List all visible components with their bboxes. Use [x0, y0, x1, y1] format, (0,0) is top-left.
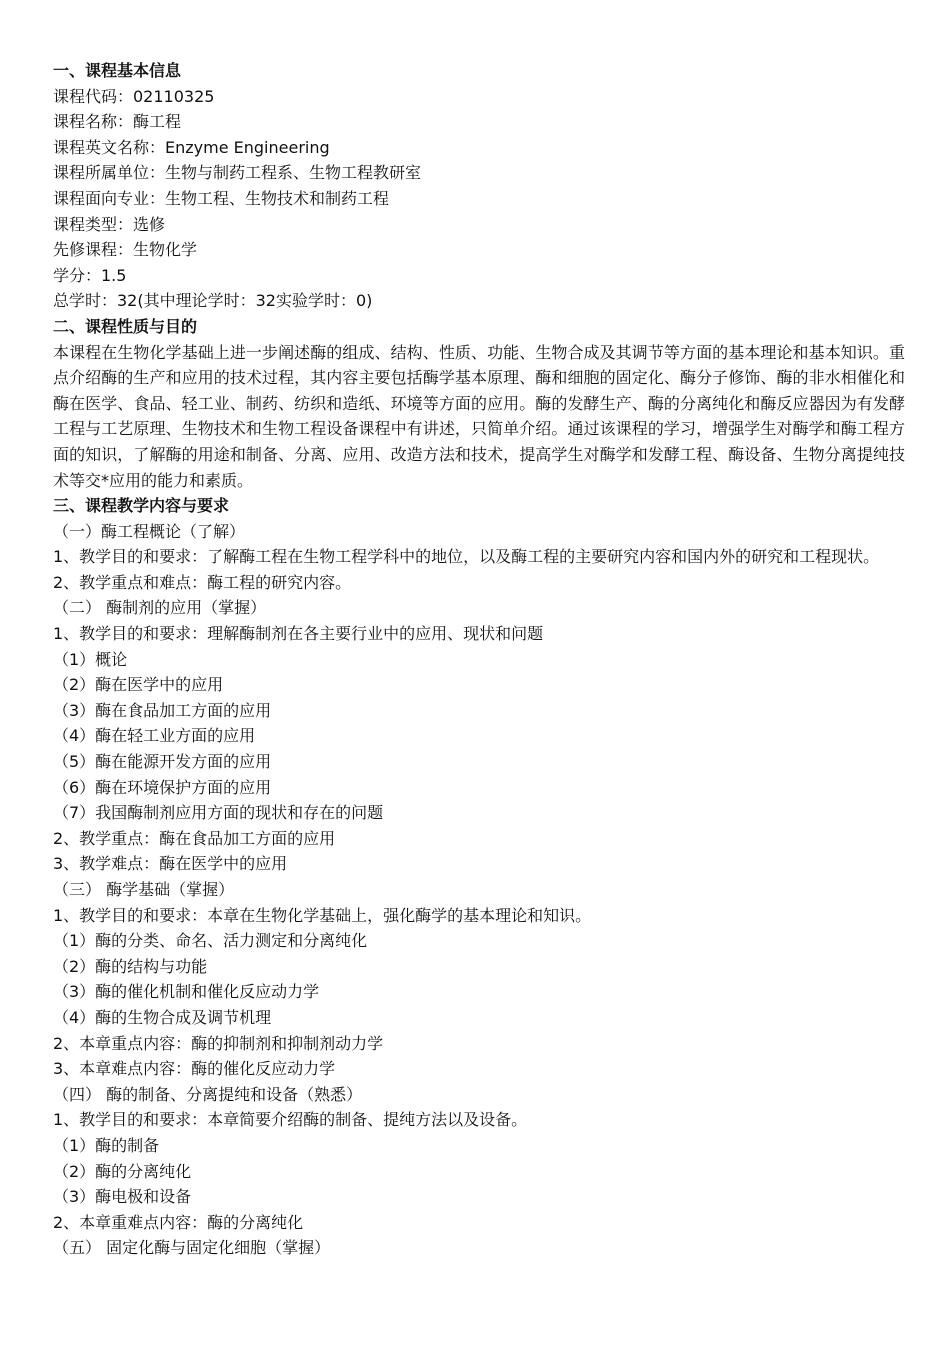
chapter-goal: 1、教学目的和要求：理解酶制剂在各主要行业中的应用、现状和问题: [53, 624, 544, 644]
course-credits: 学分：1.5: [53, 265, 127, 285]
list-item: （2）酶在医学中的应用: [53, 675, 224, 695]
list-item: （4）酶在轻工业方面的应用: [53, 726, 256, 746]
list-item: （4）酶的生物合成及调节机理: [53, 1007, 272, 1027]
list-item: （7）我国酶制剂应用方面的现状和存在的问题: [53, 803, 384, 823]
list-item: （1）酶的分类、命名、活力测定和分离纯化: [53, 931, 368, 951]
chapter-title: （四） 酶的制备、分离提纯和设备（熟悉）: [53, 1084, 363, 1104]
chapter-title: （五） 固定化酶与固定化细胞（掌握）: [53, 1238, 331, 1258]
nature-purpose-paragraph: 本课程在生物化学基础上进一步阐述酶的组成、结构、性质、功能、生物合成及其调节等方面的基本理论和基本知识。重点介绍酶的生产和应用的技术过程，其内容主要包括酶学基本原理、酶和细胞的固定化、酶分子修饰、酶的非水相催化和酶在医学、食品、轻工业、制药、纺织和造纸、环境等方面的应用。酶的发酵生产、酶的分离纯化和酶反应器因为有发酵工程与工艺原理、生物技术和生物工程设备课程中有讲述，只简单介绍。通过该课程的学习，增强学生对酶学和酶工程方面的知识，了解酶的用途和制备、分离、应用、改造方法和技术，提高学生对酶学和发酵工程、酶设备、生物分离提纯技术等交*应用的能力和素质。: [53, 342, 905, 490]
course-code: 课程代码：02110325: [53, 86, 215, 106]
list-item: （3）酶的催化机制和催化反应动力学: [53, 982, 320, 1002]
chapter-title: （三） 酶学基础（掌握）: [53, 880, 235, 899]
chapter-key-points: 2、本章重点内容：酶的抑制剂和抑制剂动力学: [53, 1033, 384, 1053]
list-item: （1）酶的制备: [53, 1135, 160, 1155]
list-item: （3）酶在食品加工方面的应用: [53, 700, 272, 720]
course-majors: 课程面向专业：生物工程、生物技术和制药工程: [53, 188, 390, 208]
chapter-key-points: 2、本章重难点内容：酶的分离纯化: [53, 1212, 304, 1232]
list-item: （5）酶在能源开发方面的应用: [53, 752, 272, 772]
list-item: （3）酶电极和设备: [53, 1187, 192, 1207]
list-item: （6）酶在环境保护方面的应用: [53, 777, 272, 797]
chapter-key-points: 2、教学重点：酶在食品加工方面的应用: [53, 828, 336, 848]
section-heading-basic-info: 一、课程基本信息: [53, 61, 182, 80]
course-english-name: 课程英文名称：Enzyme Engineering: [53, 137, 330, 157]
chapter-title: （二） 酶制剂的应用（掌握）: [53, 598, 267, 618]
course-department: 课程所属单位：生物与制药工程系、生物工程教研室: [53, 163, 422, 183]
course-hours: 总学时：32(其中理论学时：32实验学时：0): [53, 291, 373, 311]
chapter-title: （一）酶工程概论（了解）: [53, 521, 246, 541]
course-name: 课程名称：酶工程: [53, 112, 182, 132]
chapter-goal: 1、教学目的和要求：了解酶工程在生物工程学科中的地位，以及酶工程的主要研究内容和国内外的研究和工程现状。: [53, 547, 880, 567]
chapter-difficulty: 3、教学难点：酶在医学中的应用: [53, 854, 288, 874]
list-item: （2）酶的结构与功能: [53, 956, 208, 976]
chapter-goal: 1、教学目的和要求：本章简要介绍酶的制备、提纯方法以及设备。: [53, 1110, 528, 1130]
chapter-goal: 1、教学目的和要求：本章在生物化学基础上，强化酶学的基本理论和知识。: [53, 905, 592, 925]
course-type: 课程类型：选修: [53, 214, 166, 234]
list-item: （1）概论: [53, 649, 128, 669]
list-item: （2）酶的分离纯化: [53, 1161, 192, 1181]
section-heading-nature-purpose: 二、课程性质与目的: [53, 316, 198, 336]
section-heading-content-requirements: 三、课程教学内容与要求: [53, 496, 230, 516]
chapter-key-points: 2、教学重点和难点：酶工程的研究内容。: [53, 572, 352, 592]
document-page: [53, 58, 905, 1261]
chapter-difficulty: 3、本章难点内容：酶的催化反应动力学: [53, 1059, 336, 1079]
course-prerequisite: 先修课程：生物化学: [53, 240, 198, 260]
